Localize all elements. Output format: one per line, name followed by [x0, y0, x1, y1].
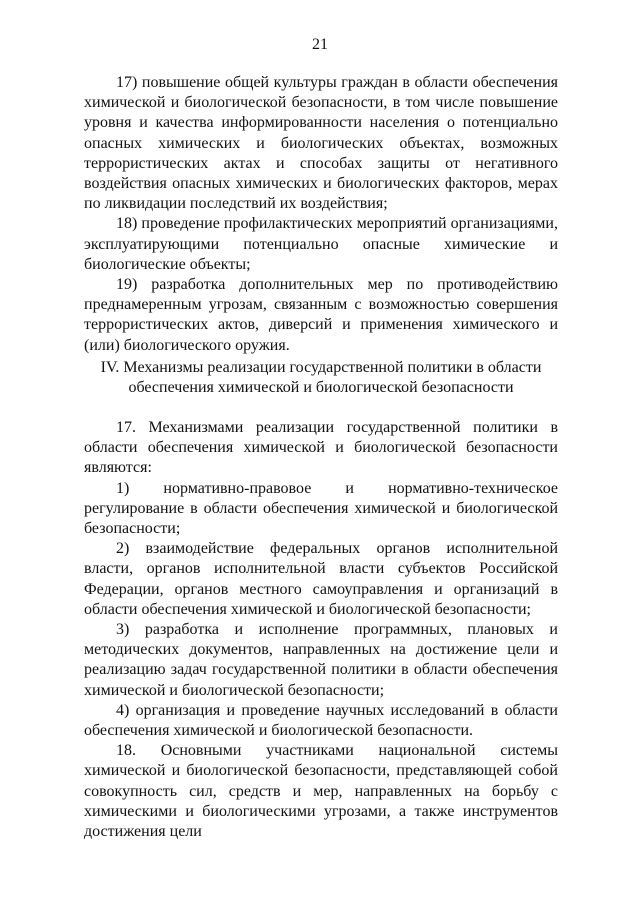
page-number: 21 [312, 36, 328, 53]
list-item: 17) повышение общей культуры граждан в области обеспечения химической и биологической безопасности, в том числе повышение уровня и качества информированности населения о потенциально опасных химических и биологических объектах, возможных террористических актах и способах защиты от негативного воздействия опасных химических и биологических факторов, мерах по ликвидации последствий их воздействия; [84, 74, 558, 213]
section-heading [84, 358, 558, 398]
paragraph: 2) взаимодействие федеральных органов исполнительной власти, органов исполнительной власти субъектов Российской Федерации, органов местного самоуправления и организаций в области обеспечения химической и биологической безопасности; [84, 540, 558, 618]
paragraph: 1) нормативно-правовое и нормативно-техническое регулирование в области обеспечения химической и биологической безопасности; [84, 479, 558, 538]
paragraph: 4) организация и проведение научных исследований в области обеспечения химической и биологической безопасности. [84, 701, 558, 740]
section-heading-line-2: обеспечения химической и биологической безопасности [128, 379, 514, 397]
paragraph: 18. Основными участниками национальной системы химической и биологической безопасности, представляющей собой совокупность сил, средств и мер, направленных на борьбу с химическими и биологическими угрозами, а также инструментов достижения цели [84, 742, 558, 841]
paragraph: 3) разработка и исполнение программных, плановых и методических документов, направленных на достижение цели и реализацию задач государственной политики в области обеспечения химической и биологической безопасности; [84, 621, 558, 699]
list-item: 19) разработка дополнительных мер по противодействию преднамеренным угрозам, связанным с возможностью совершения террористических актов, диверсий и применения химического и (или) биологического оружия. [84, 276, 558, 354]
section-heading-line-1: IV. Механизмы реализации государственной политики в области [100, 359, 542, 376]
list-item: 18) проведение профилактических мероприятий организациями, эксплуатирующими потенциально опасные химические и биологические объекты; [84, 215, 558, 273]
list-items-top [84, 73, 558, 356]
section-body [84, 418, 558, 842]
paragraph: 17. Механизмами реализации государственной политики в области обеспечения химической и биологической безопасности являются: [84, 419, 558, 477]
